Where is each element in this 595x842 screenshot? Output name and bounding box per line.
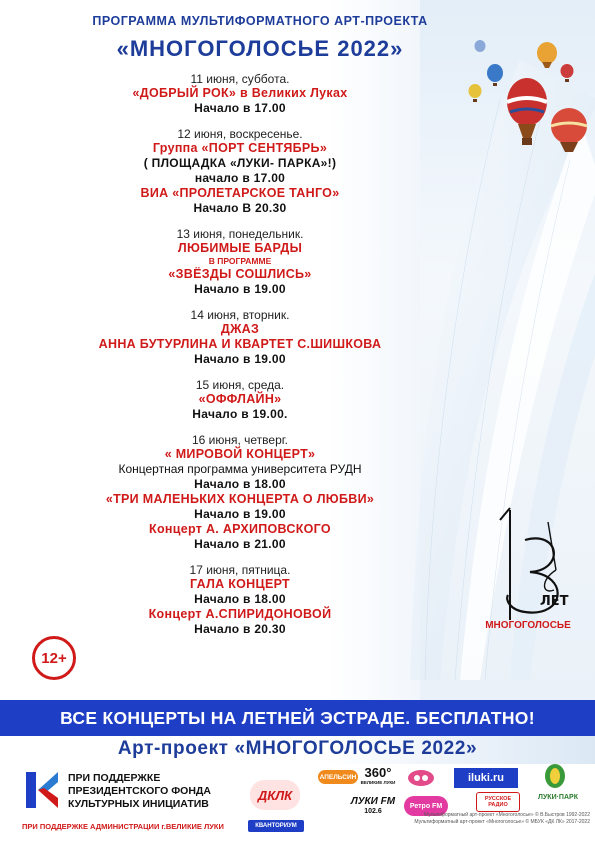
event-title: ЛЮБИМЫЕ БАРДЫ (177, 241, 303, 255)
fund-line: ПРЕЗИДЕНТСКОГО ФОНДА (68, 785, 211, 797)
schedule-day (20, 72, 460, 116)
day-date: 16 июня, четверг. (191, 433, 289, 447)
start-time: Начало В 20.30 (193, 201, 287, 215)
admin-support-text: ПРИ ПОДДЕРЖКЕ АДМИНИСТРАЦИИ г.ВЕЛИКИЕ ЛУКИ (22, 822, 224, 831)
iluki-text: iluki.ru (467, 772, 505, 784)
balloon-icon (506, 78, 548, 148)
program-heading: ПРОГРАММА МУЛЬТИФОРМАТНОГО АРТ-ПРОЕКТА (92, 14, 428, 28)
copyright-line: Мультиформатный арт-проект «Многоголосье» © В.Быстров 1992-2022 (424, 812, 590, 818)
day-date: 11 июня, суббота. (190, 72, 290, 86)
start-time: ( ПЛОЩАДКА «ЛУКИ- ПАРКА»!) (143, 156, 337, 170)
balloon-icon (468, 84, 482, 104)
tv360-sub: ВЕЛИКИЕ ЛУКИ (360, 780, 396, 785)
radio-logo-icon (406, 768, 436, 788)
day-date: 14 июня, вторник. (190, 308, 290, 322)
start-time: Начало в 21.00 (194, 537, 286, 551)
start-time: Начало в 17.00 (194, 101, 286, 115)
russkoe-radio-logo (476, 792, 520, 812)
russkoe-radio-text: РУССКОЕ РАДИО (484, 796, 512, 808)
apelsin-text: АПЕЛЬСИН (319, 773, 357, 781)
kvantorium-text: КВАНТОРИУМ (255, 823, 297, 829)
event-title: «ТРИ МАЛЕНЬКИХ КОНЦЕРТА О ЛЮБВИ» (105, 492, 375, 506)
start-time: Начало в 19.00 (194, 507, 286, 521)
apelsin-logo (318, 770, 358, 784)
tv360-text: 360° (364, 765, 392, 780)
copyright-line: Мультиформатный арт-проект «Многоголосье» © МБУК «ДК ЛК» 2017-2022 (414, 819, 590, 825)
start-time: Начало в 19.00 (194, 352, 286, 366)
event-title: Группа «ПОРТ СЕНТЯБРЬ» (152, 141, 328, 155)
free-concerts-banner: ВСЕ КОНЦЕРТЫ НА ЛЕТНЕЙ ЭСТРАДЕ. БЕСПЛАТНО! (0, 700, 595, 736)
balloon-icon (486, 64, 504, 88)
luki-fm-text: ЛУКИ FM (348, 796, 398, 808)
schedule-day (20, 227, 460, 297)
age-rating-badge: 12+ (32, 636, 76, 680)
schedule-day (20, 433, 460, 552)
copyright (360, 812, 590, 826)
start-time: Начало в 18.00 (194, 477, 286, 491)
start-time: Начало в 19.00 (194, 282, 286, 296)
start-time: начало в 17.00 (194, 171, 286, 185)
start-time: Начало в 19.00. (192, 407, 288, 421)
event-title: Концерт А.СПИРИДОНОВОЙ (148, 607, 332, 621)
schedule-day (20, 563, 460, 637)
presidential-fund-logo-icon (22, 768, 62, 812)
kvantorium-logo (248, 820, 304, 832)
luki-fm-freq: 102.6 (364, 808, 382, 815)
anniversary-years-word: ЛЕТ (540, 594, 569, 609)
luki-park-emblem-icon (540, 764, 570, 792)
dk-logo (250, 780, 300, 810)
presidential-fund-text (68, 772, 243, 811)
event-title: ДЖАЗ (220, 322, 260, 336)
iluki-logo (454, 768, 518, 788)
schedule-day (20, 127, 460, 216)
schedule-day (20, 308, 460, 367)
fund-line: ПРИ ПОДДЕРЖКЕ (68, 772, 161, 784)
dk-logo-text: ДКЛК (257, 787, 293, 803)
art-project-title: Арт-проект «МНОГОГОЛОСЬЕ 2022» (117, 738, 478, 759)
event-title: « МИРОВОЙ КОНЦЕРТ» (164, 447, 316, 461)
event-title: В ПРОГРАММЕ (208, 256, 272, 266)
program-title: «МНОГОГОЛОСЬЕ 2022» (116, 36, 404, 61)
day-date: 15 июня, среда. (195, 378, 285, 392)
day-date: 13 июня, понедельник. (176, 227, 304, 241)
balloon-icon (536, 42, 558, 72)
luki-park-text: ЛУКИ·ПАРК (538, 794, 578, 801)
event-title: ГАЛА КОНЦЕРТ (189, 577, 290, 591)
luki-park-logo (532, 794, 584, 801)
start-time: Начало в 20.30 (194, 622, 286, 636)
day-date: 17 июня, пятница. (189, 563, 291, 577)
retro-fm-text: Ретро FM (409, 802, 443, 810)
day-date: 12 июня, воскресенье. (177, 127, 303, 141)
event-title: «ЗВЁЗДЫ СОШЛИСЬ» (168, 267, 312, 281)
event-title: «ОФФЛАЙН» (198, 392, 282, 406)
balloon-icon (560, 64, 574, 84)
tv360-logo (358, 766, 398, 790)
balloon-icon (550, 108, 588, 158)
event-title: ВИА «ПРОЛЕТАРСКОЕ ТАНГО» (140, 186, 340, 200)
fund-line: КУЛЬТУРНЫХ ИНИЦИАТИВ (68, 798, 209, 810)
anniversary-name: МНОГОГОЛОСЬЕ (485, 620, 571, 631)
start-time: Начало в 18.00 (194, 592, 286, 606)
event-title: «ДОБРЫЙ РОК» в Великих Луках (132, 86, 348, 100)
schedule-day (20, 378, 460, 422)
event-title: АННА БУТУРЛИНА И КВАРТЕТ С.ШИШКОВА (98, 337, 382, 351)
event-title: Концерт А. АРХИПОВСКОГО (149, 522, 331, 536)
schedule (20, 72, 460, 648)
event-description: Концертная программа университета РУДН (118, 462, 362, 476)
